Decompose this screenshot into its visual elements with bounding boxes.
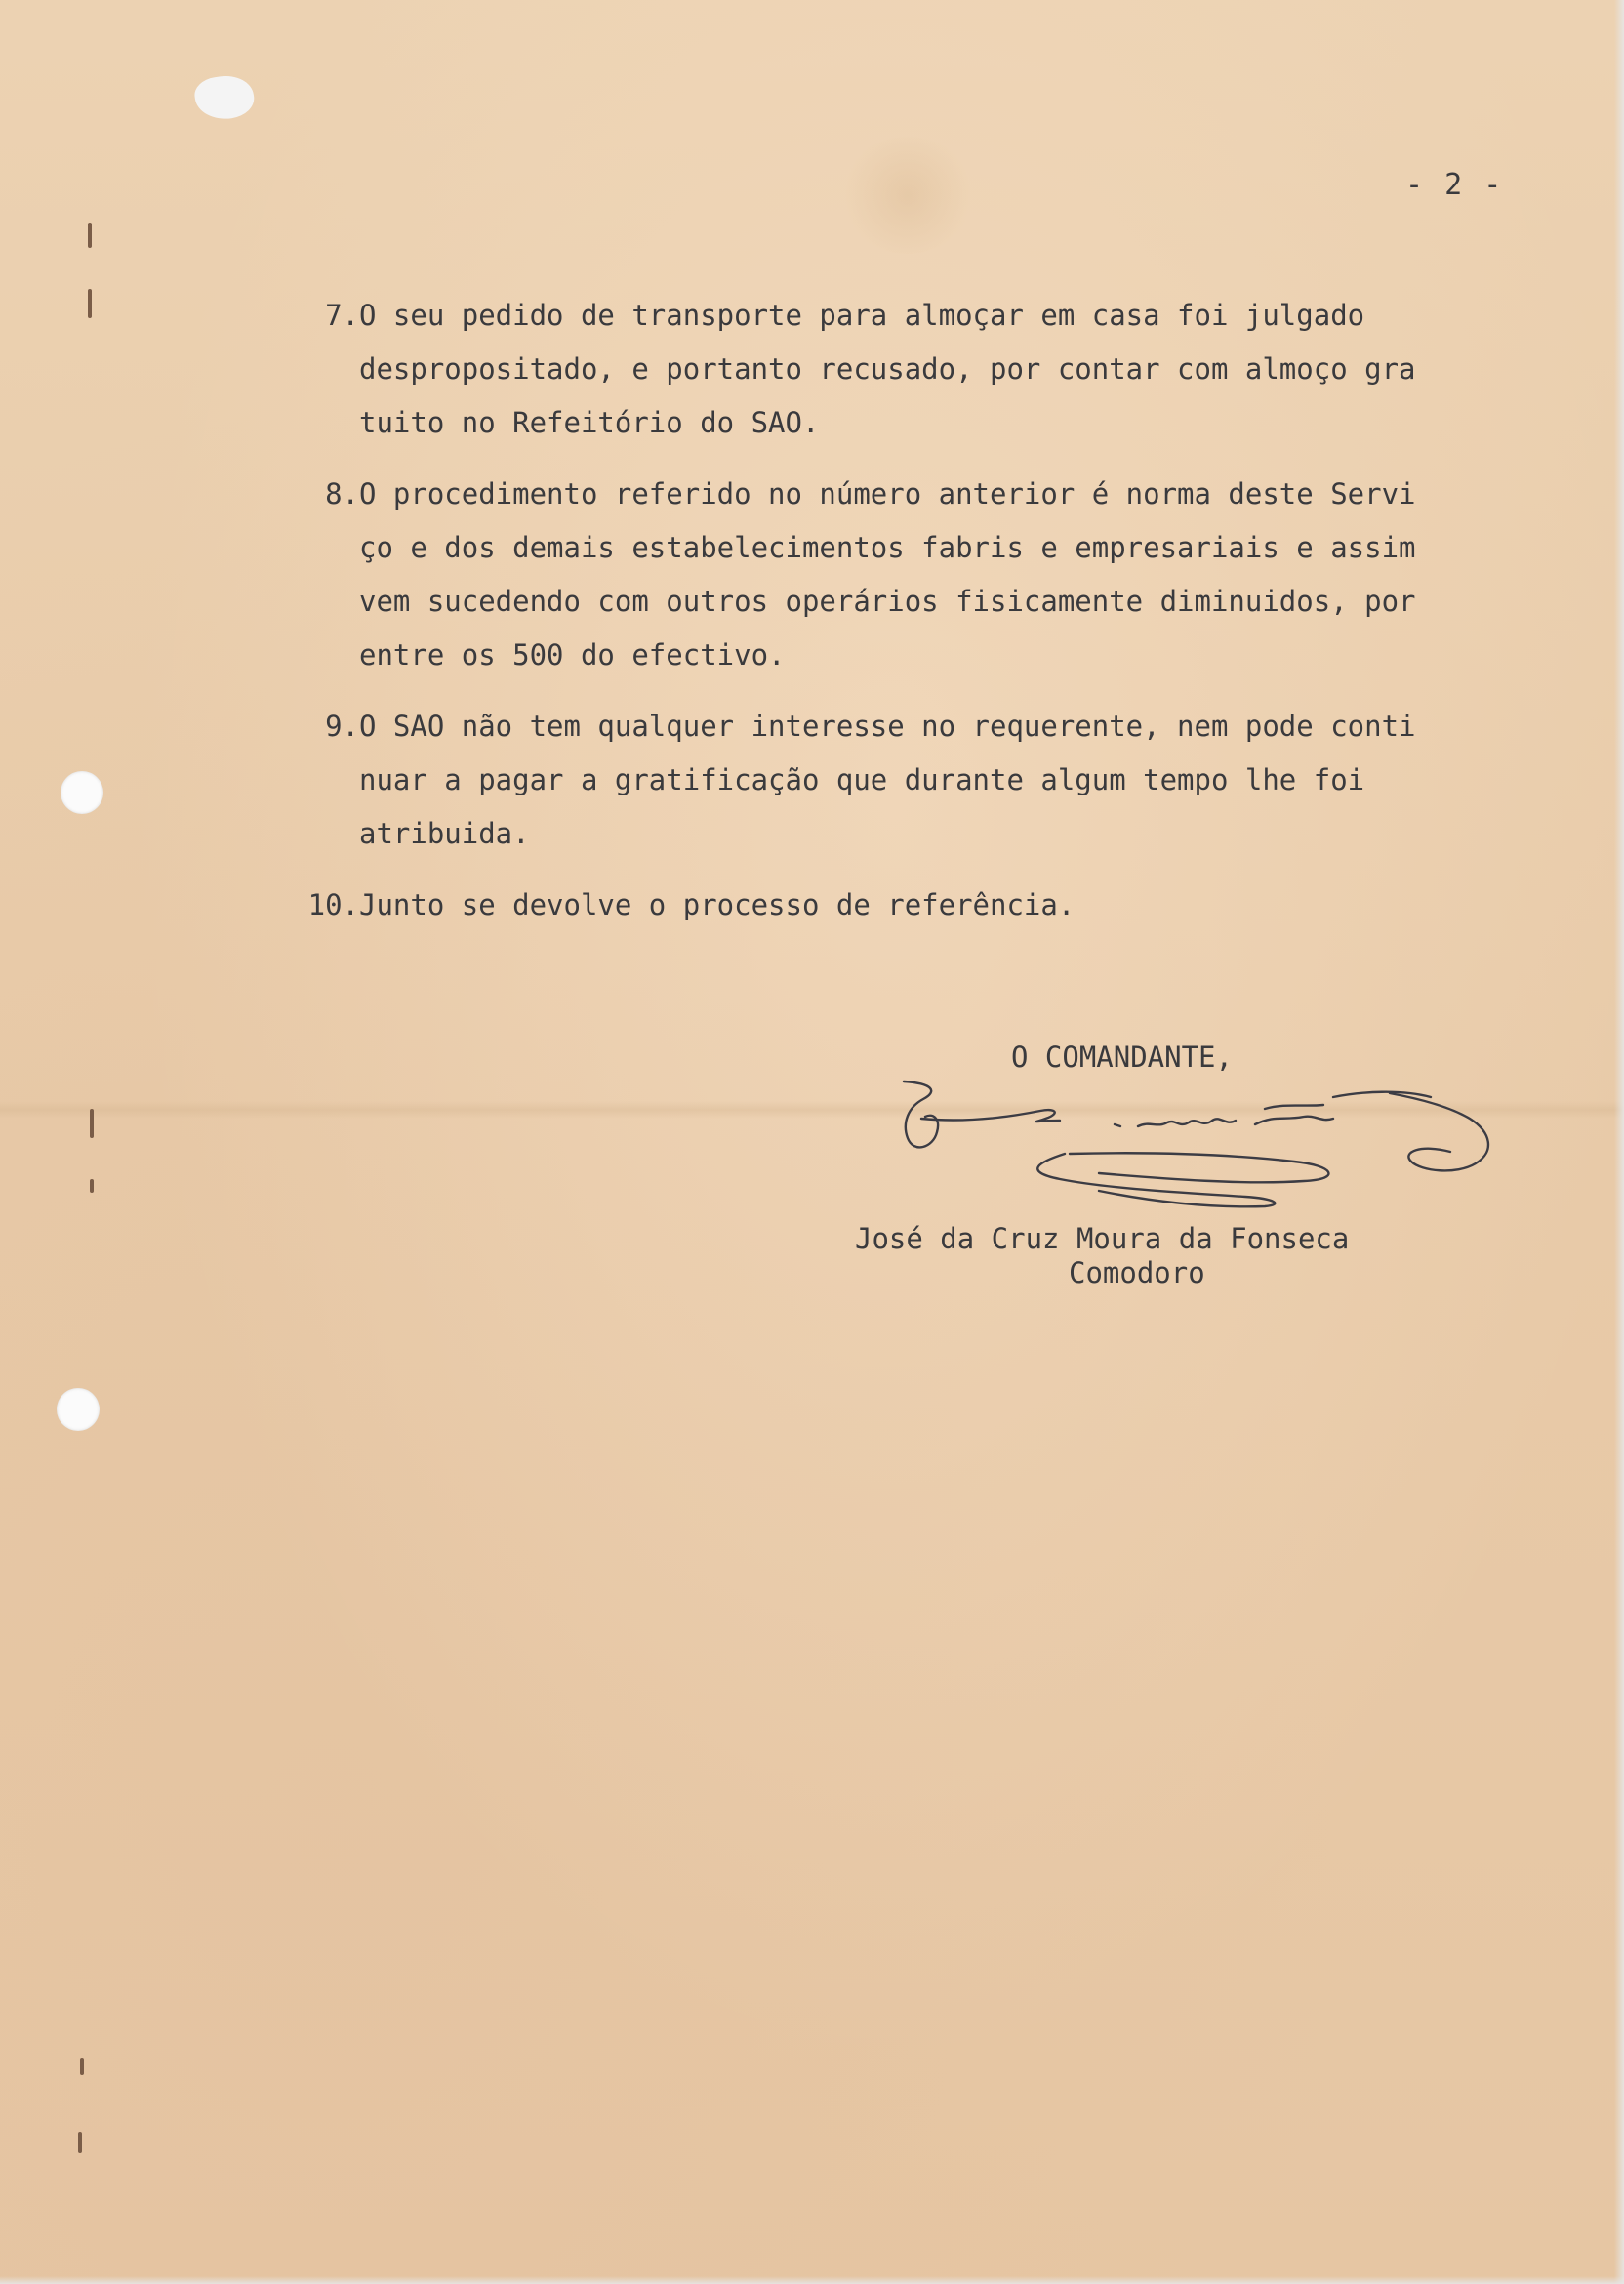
item-number: 9.: [325, 710, 359, 743]
margin-mark: [90, 1109, 94, 1138]
margin-mark: [78, 2132, 82, 2153]
page-number: - 2 -: [1405, 168, 1504, 202]
item-text: [359, 878, 1581, 932]
item-number: 10.: [307, 888, 359, 921]
text-line: atribuida.: [359, 817, 530, 850]
text-line: ço e dos demais estabelecimentos fabris e empresariais e assim: [359, 531, 1416, 564]
margin-mark: [90, 1179, 94, 1193]
text-line: entre os 500 do efectivo.: [359, 638, 786, 672]
punch-hole-top: [61, 771, 103, 814]
item-text: [359, 289, 1581, 450]
paper-stain: [839, 137, 976, 254]
punch-hole-bottom: [57, 1388, 100, 1431]
margin-mark: [88, 289, 92, 318]
text-line: Junto se devolve o processo de referência.: [359, 888, 1076, 921]
page-edge-right: [1614, 0, 1624, 2284]
numbered-items: [293, 289, 1581, 950]
item-text: [359, 468, 1581, 682]
text-line: despropositado, e portanto recusado, por contar com almoço gra: [359, 352, 1416, 386]
signer-rank: Comodoro: [1069, 1256, 1205, 1289]
text-line: nuar a pagar a gratificação que durante algum tempo lhe foi: [359, 763, 1365, 796]
handwritten-signature: [894, 1064, 1538, 1210]
item-text: [359, 700, 1581, 861]
item-number: 7.: [325, 299, 359, 332]
text-line: tuito no Refeitório do SAO.: [359, 406, 820, 439]
text-line: O procedimento referido no número anterior é norma deste Servi: [359, 477, 1416, 510]
item-number: 8.: [325, 477, 359, 510]
margin-mark: [80, 2058, 84, 2075]
list-item: [293, 700, 1581, 861]
list-item: [293, 468, 1581, 682]
closing-title: O COMANDANTE,: [1011, 1040, 1233, 1074]
text-line: O SAO não tem qualquer interesse no requerente, nem pode conti: [359, 710, 1416, 743]
list-item: [293, 878, 1581, 932]
torn-paper-mark: [192, 72, 257, 123]
text-line: O seu pedido de transporte para almoçar em casa foi julgado: [359, 299, 1365, 332]
page-edge-bottom: [0, 2276, 1624, 2284]
text-line: vem sucedendo com outros operários fisicamente diminuidos, por: [359, 585, 1416, 618]
margin-mark: [88, 223, 92, 248]
list-item: [293, 289, 1581, 450]
signer-name: José da Cruz Moura da Fonseca: [855, 1222, 1350, 1255]
